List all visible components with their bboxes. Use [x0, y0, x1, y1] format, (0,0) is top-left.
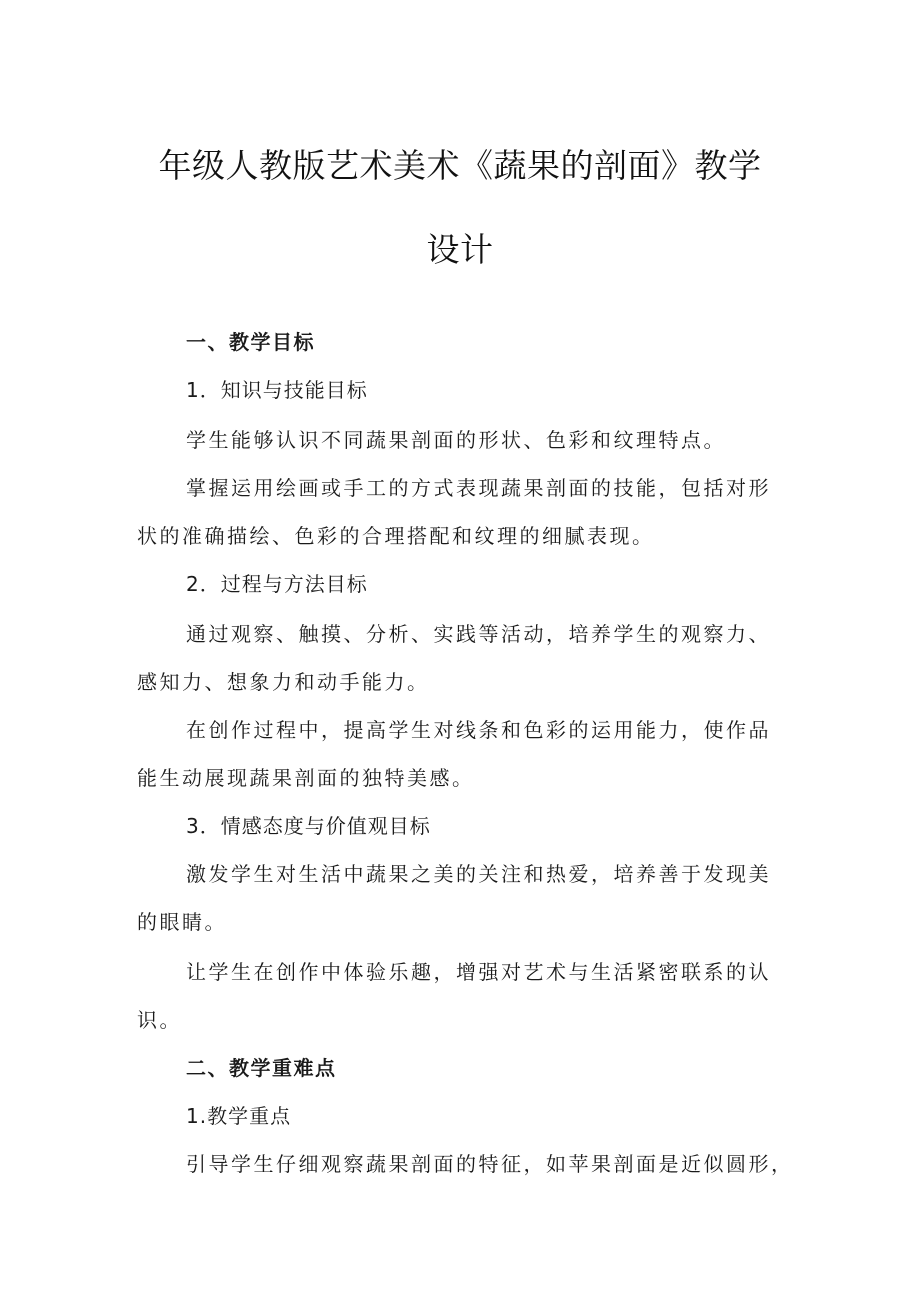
document-title-line-2: 设计	[426, 230, 494, 269]
subsection-heading-teaching-focus: 1.教学重点	[186, 1104, 292, 1128]
paragraph-line: 状的准确描绘、色彩的合理搭配和纹理的细腻表现。	[137, 524, 655, 548]
paragraph-line: 通过观察、触摸、分析、实践等活动，培养学生的观察力、	[186, 622, 771, 646]
paragraph-line: 学生能够认识不同蔬果剖面的形状、色彩和纹理特点。	[186, 428, 726, 452]
subsection-heading-knowledge-skills: 1．知识与技能目标	[186, 378, 368, 402]
subsection-heading-process-method: 2．过程与方法目标	[186, 572, 368, 596]
paragraph-line: 在创作过程中，提高学生对线条和色彩的运用能力，使作品	[186, 718, 771, 742]
section-heading-key-difficult-points: 二、教学重难点	[186, 1056, 337, 1080]
paragraph-line: 感知力、想象力和动手能力。	[137, 670, 430, 694]
subsection-heading-emotion-values: 3．情感态度与价值观目标	[186, 814, 431, 838]
paragraph-line: 的眼睛。	[137, 910, 227, 934]
paragraph-line: 让学生在创作中体验乐趣，增强对艺术与生活紧密联系的认	[186, 960, 771, 984]
document-title-line-1: 年级人教版艺术美术《蔬果的剖面》教学	[158, 146, 762, 185]
section-heading-teaching-objectives: 一、教学目标	[186, 330, 315, 354]
paragraph-line: 掌握运用绘画或手工的方式表现蔬果剖面的技能，包括对形	[186, 476, 771, 500]
paragraph-line: 能生动展现蔬果剖面的独特美感。	[137, 766, 475, 790]
paragraph-line: 引导学生仔细观察蔬果剖面的特征，如苹果剖面是近似圆形，	[186, 1152, 794, 1176]
paragraph-line: 激发学生对生活中蔬果之美的关注和热爱，培养善于发现美	[186, 862, 771, 886]
paragraph-line: 识。	[137, 1008, 182, 1032]
